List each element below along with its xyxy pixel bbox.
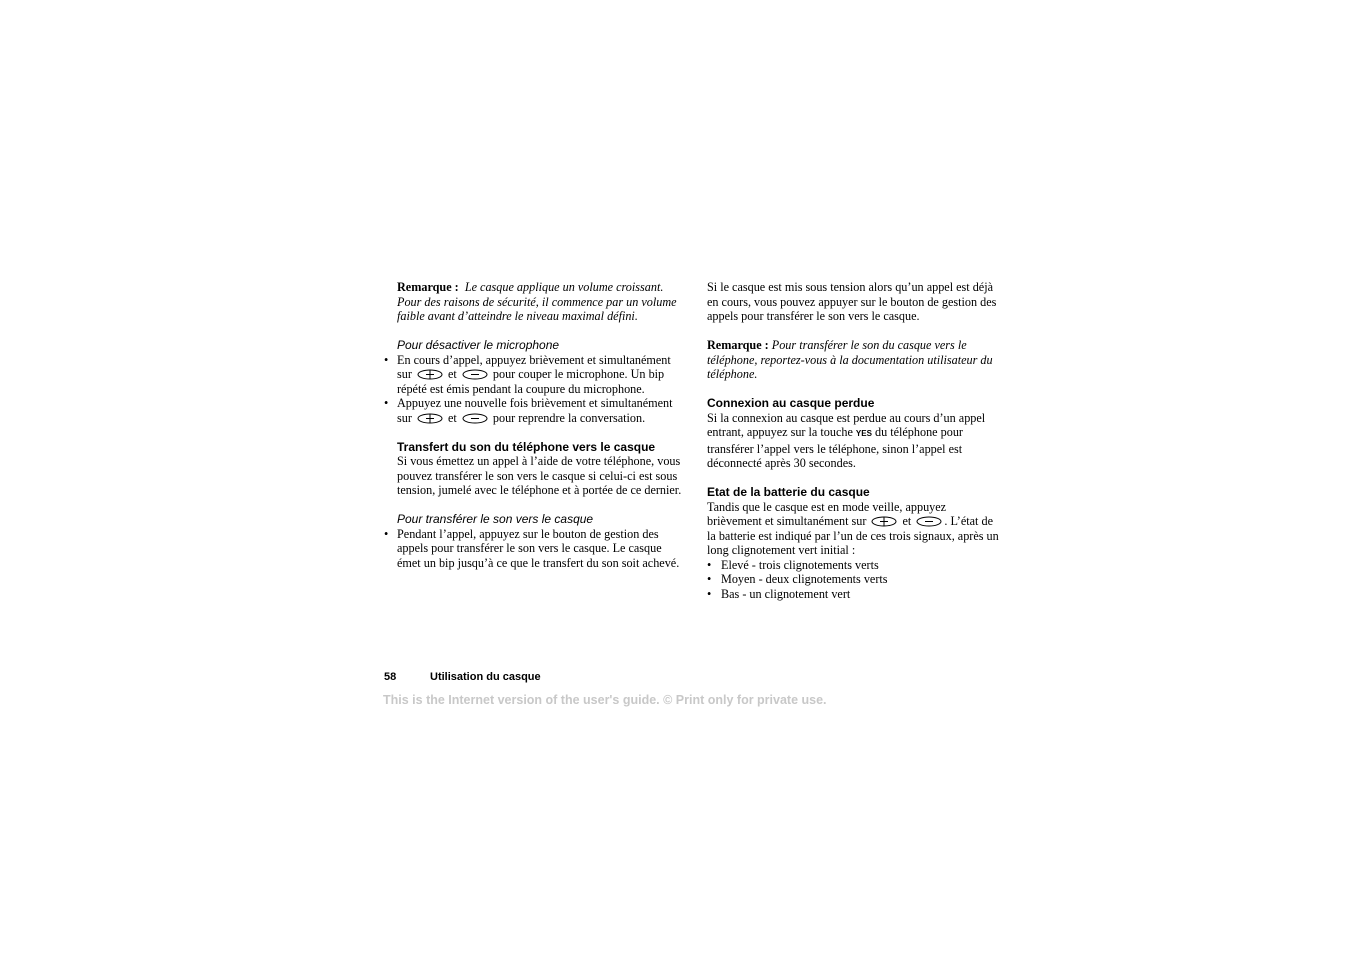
battery-text: Tandis que le casque est en mode veille, appuyez brièvement et simultanément sur et . L’état de la batterie est indiqué par l’un de ces trois signaux, après un long clignotement vert initial : bbox=[707, 499, 999, 557]
section-title: Utilisation du casque bbox=[430, 671, 541, 683]
list-item: • Appuyez une nouvelle fois brièvement et simultanément sur et pour reprendre la conversation. bbox=[397, 396, 687, 425]
note-text: Le casque applique un volume croissant. Pour des raisons de sécurité, il commence par un volume faible avant d’atteindre le niveau maximal défini. bbox=[397, 280, 677, 323]
mic-list bbox=[397, 353, 687, 426]
yes-key-icon: YES bbox=[855, 429, 872, 438]
watermark: This is the Internet version of the user's guide. © Print only for private use. bbox=[383, 693, 827, 707]
transfer-text: Si vous émettez un appel à l’aide de votre téléphone, vous pouvez transférer le son vers le casque si celui-ci est sous tension, jumelé avec le téléphone et à portée de ce dernier. bbox=[397, 454, 682, 497]
note-remarque-volume bbox=[397, 280, 687, 324]
volume-up-key-icon bbox=[417, 369, 443, 380]
list-item: • Moyen - deux clignotements verts bbox=[707, 572, 999, 587]
volume-down-key-icon bbox=[462, 369, 488, 380]
list-item: • Pendant l’appel, appuyez sur le bouton de gestion des appels pour transférer le son vers le casque. Le casque émet un bip jusqu’à ce que le transfert du son soit achevé. bbox=[397, 527, 687, 571]
volume-up-key-icon bbox=[871, 516, 897, 527]
list-item: • En cours d’appel, appuyez brièvement et simultanément sur et pour couper le microphone. Un bip répété est émis pendant la coupure du microphone. bbox=[397, 353, 687, 397]
battery-heading: Etat de la batterie du casque bbox=[707, 485, 870, 499]
list-item: • Bas - un clignotement vert bbox=[707, 587, 999, 602]
page-number: 58 bbox=[384, 671, 397, 683]
left-column bbox=[397, 280, 687, 570]
transfer-heading: Transfert du son du téléphone vers le casque bbox=[397, 439, 656, 454]
battery-list bbox=[707, 558, 999, 602]
transfer-proc-heading: Pour transférer le son vers le casque bbox=[397, 512, 594, 526]
volume-down-key-icon bbox=[916, 516, 942, 527]
mic-heading: Pour désactiver le microphone bbox=[397, 338, 560, 352]
intro-text: Si le casque est mis sous tension alors qu’un appel est déjà en cours, vous pouvez appuyer sur le bouton de gestion des appels pour transférer le son vers le casque. bbox=[707, 280, 997, 323]
lost-connection-heading: Connexion au casque perdue bbox=[707, 396, 875, 410]
note-label: Remarque : bbox=[397, 280, 459, 294]
volume-down-key-icon bbox=[462, 413, 488, 424]
lost-connection-text: Si la connexion au casque est perdue au cours d’un appel entrant, appuyez sur la touche YES du téléphone pour transférer l’appel vers le téléphone, sinon l’appel est déconnecté après 30 secondes. bbox=[707, 410, 986, 470]
list-item: • Elevé - trois clignotements verts bbox=[707, 558, 999, 573]
right-column bbox=[707, 280, 999, 601]
note-text: Pour transférer le son du casque vers le téléphone, reportez-vous à la documentation utilisateur du téléphone. bbox=[707, 338, 993, 381]
note-label: Remarque : bbox=[707, 338, 769, 352]
transfer-list bbox=[397, 527, 687, 571]
volume-up-key-icon bbox=[417, 413, 443, 424]
note-remarque-transfer bbox=[707, 338, 999, 382]
page-footer bbox=[384, 671, 541, 683]
